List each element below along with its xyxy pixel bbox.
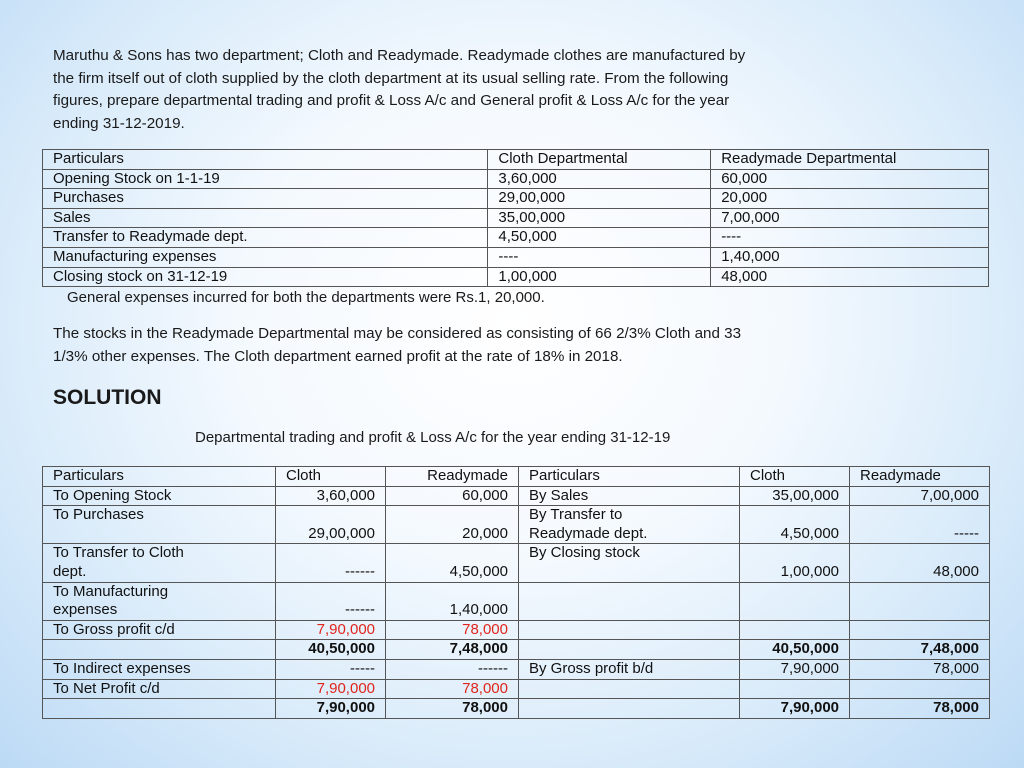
debit-readymade: 20,000 bbox=[386, 506, 519, 544]
problem-statement bbox=[53, 45, 973, 135]
readymade-cell: 60,000 bbox=[711, 169, 989, 189]
particular-cell: Purchases bbox=[43, 189, 488, 209]
credit-particular-line: By Transfer to bbox=[529, 506, 623, 524]
debit-cloth: 3,60,000 bbox=[276, 486, 386, 506]
credit-cloth: 4,50,000 bbox=[740, 506, 850, 544]
account-title: Departmental trading and profit & Loss A/c for the year ending 31-12-19 bbox=[195, 429, 671, 446]
debit-particular: To Purchases bbox=[43, 506, 276, 544]
particular-cell: Closing stock on 31-12-19 bbox=[43, 267, 488, 287]
total-readymade: 7,48,000 bbox=[386, 640, 519, 660]
credit-readymade: ----- bbox=[850, 506, 990, 544]
cloth-cell: 1,00,000 bbox=[488, 267, 711, 287]
cloth-cell: 29,00,000 bbox=[488, 189, 711, 209]
header-cell: Particulars bbox=[43, 150, 488, 170]
readymade-cell: 20,000 bbox=[711, 189, 989, 209]
table-row bbox=[43, 169, 989, 189]
debit-readymade: 1,40,000 bbox=[386, 582, 519, 620]
credit-particular bbox=[519, 620, 740, 640]
credit-cloth: 1,00,000 bbox=[740, 544, 850, 582]
credit-particular bbox=[519, 679, 740, 699]
table-row bbox=[43, 228, 989, 248]
credit-particular bbox=[519, 699, 740, 719]
debit-particular: To Opening Stock bbox=[43, 486, 276, 506]
intro-line: ending 31-12-2019. bbox=[53, 114, 185, 132]
total-readymade: 78,000 bbox=[850, 699, 990, 719]
table-row bbox=[43, 247, 989, 267]
header-cell: Readymade bbox=[386, 467, 519, 487]
debit-cloth: ------ bbox=[276, 582, 386, 620]
debit-particular: To Indirect expenses bbox=[43, 659, 276, 679]
debit-particular bbox=[43, 699, 276, 719]
particular-cell: Opening Stock on 1-1-19 bbox=[43, 169, 488, 189]
credit-particular bbox=[519, 506, 740, 544]
header-cell: Cloth bbox=[276, 467, 386, 487]
debit-cloth: 29,00,000 bbox=[276, 506, 386, 544]
credit-particular-line: Readymade dept. bbox=[529, 524, 648, 542]
trading-account-table bbox=[42, 466, 990, 719]
net-profit-cloth: 7,90,000 bbox=[276, 679, 386, 699]
credit-cloth: 7,90,000 bbox=[740, 659, 850, 679]
debit-particular-line: dept. bbox=[53, 562, 87, 580]
cloth-cell: 4,50,000 bbox=[488, 228, 711, 248]
intro-line: figures, prepare departmental trading and profit & Loss A/c and General profit & Loss A/c for the year bbox=[53, 92, 730, 110]
debit-readymade: 60,000 bbox=[386, 486, 519, 506]
table-header-row bbox=[43, 467, 990, 487]
stock-composition-note bbox=[53, 323, 973, 368]
table-row bbox=[43, 679, 990, 699]
cloth-cell: 3,60,000 bbox=[488, 169, 711, 189]
credit-cloth: 35,00,000 bbox=[740, 486, 850, 506]
total-row bbox=[43, 699, 990, 719]
total-row bbox=[43, 640, 990, 660]
debit-particular: To Net Profit c/d bbox=[43, 679, 276, 699]
input-figures-table bbox=[42, 149, 989, 287]
credit-readymade bbox=[850, 679, 990, 699]
net-profit-readymade: 78,000 bbox=[386, 679, 519, 699]
header-cell: Particulars bbox=[43, 467, 276, 487]
general-expenses-note: General expenses incurred for both the departments were Rs.1, 20,000. bbox=[67, 289, 545, 306]
particular-cell: Manufacturing expenses bbox=[43, 247, 488, 267]
table-row bbox=[43, 208, 989, 228]
stock-line: 1/3% other expenses. The Cloth department earned profit at the rate of 18% in 2018. bbox=[53, 347, 623, 365]
credit-readymade: 48,000 bbox=[850, 544, 990, 582]
debit-particular bbox=[43, 640, 276, 660]
total-readymade: 78,000 bbox=[386, 699, 519, 719]
table-row bbox=[43, 189, 989, 209]
credit-particular: By Closing stock bbox=[519, 544, 740, 582]
debit-readymade: 4,50,000 bbox=[386, 544, 519, 582]
header-cell: Cloth Departmental bbox=[488, 150, 711, 170]
total-cloth: 7,90,000 bbox=[740, 699, 850, 719]
cloth-cell: ---- bbox=[488, 247, 711, 267]
debit-particular bbox=[43, 582, 276, 620]
credit-cloth bbox=[740, 620, 850, 640]
credit-particular: By Gross profit b/d bbox=[519, 659, 740, 679]
credit-readymade: 78,000 bbox=[850, 659, 990, 679]
table-row bbox=[43, 486, 990, 506]
header-cell: Particulars bbox=[519, 467, 740, 487]
readymade-cell: 48,000 bbox=[711, 267, 989, 287]
intro-line: Maruthu & Sons has two department; Cloth and Readymade. Readymade clothes are manufactured by bbox=[53, 47, 746, 64]
particular-cell: Transfer to Readymade dept. bbox=[43, 228, 488, 248]
readymade-cell: 7,00,000 bbox=[711, 208, 989, 228]
credit-cloth bbox=[740, 582, 850, 620]
credit-particular bbox=[519, 640, 740, 660]
total-cloth: 40,50,000 bbox=[740, 640, 850, 660]
stock-line: The stocks in the Readymade Departmental may be considered as consisting of 66 2/3% Cloth and 33 bbox=[53, 325, 742, 342]
header-cell: Readymade Departmental bbox=[711, 150, 989, 170]
gross-profit-readymade: 78,000 bbox=[386, 620, 519, 640]
gross-profit-cloth: 7,90,000 bbox=[276, 620, 386, 640]
credit-particular bbox=[519, 582, 740, 620]
credit-readymade bbox=[850, 620, 990, 640]
table-header-row bbox=[43, 150, 989, 170]
table-row bbox=[43, 267, 989, 287]
particular-cell: Sales bbox=[43, 208, 488, 228]
debit-particular-line: To Manufacturing bbox=[53, 582, 169, 600]
debit-readymade: ------ bbox=[386, 659, 519, 679]
solution-heading: SOLUTION bbox=[53, 386, 162, 409]
debit-cloth: ------ bbox=[276, 544, 386, 582]
table-row bbox=[43, 582, 990, 620]
header-cell: Readymade bbox=[850, 467, 990, 487]
debit-particular-line: To Transfer to Cloth bbox=[53, 544, 184, 562]
credit-readymade bbox=[850, 582, 990, 620]
readymade-cell: 1,40,000 bbox=[711, 247, 989, 267]
cloth-cell: 35,00,000 bbox=[488, 208, 711, 228]
table-row bbox=[43, 659, 990, 679]
credit-cloth bbox=[740, 679, 850, 699]
intro-line: the firm itself out of cloth supplied by the cloth department at its usual selling rate. From the following bbox=[53, 69, 729, 87]
debit-particular: To Gross profit c/d bbox=[43, 620, 276, 640]
table-row bbox=[43, 544, 990, 582]
credit-particular: By Sales bbox=[519, 486, 740, 506]
credit-readymade: 7,00,000 bbox=[850, 486, 990, 506]
header-cell: Cloth bbox=[740, 467, 850, 487]
table-row bbox=[43, 620, 990, 640]
debit-particular bbox=[43, 544, 276, 582]
total-cloth: 7,90,000 bbox=[276, 699, 386, 719]
readymade-cell: ---- bbox=[711, 228, 989, 248]
debit-particular-line: expenses bbox=[53, 601, 118, 619]
table-row bbox=[43, 506, 990, 544]
total-cloth: 40,50,000 bbox=[276, 640, 386, 660]
total-readymade: 7,48,000 bbox=[850, 640, 990, 660]
debit-cloth: ----- bbox=[276, 659, 386, 679]
